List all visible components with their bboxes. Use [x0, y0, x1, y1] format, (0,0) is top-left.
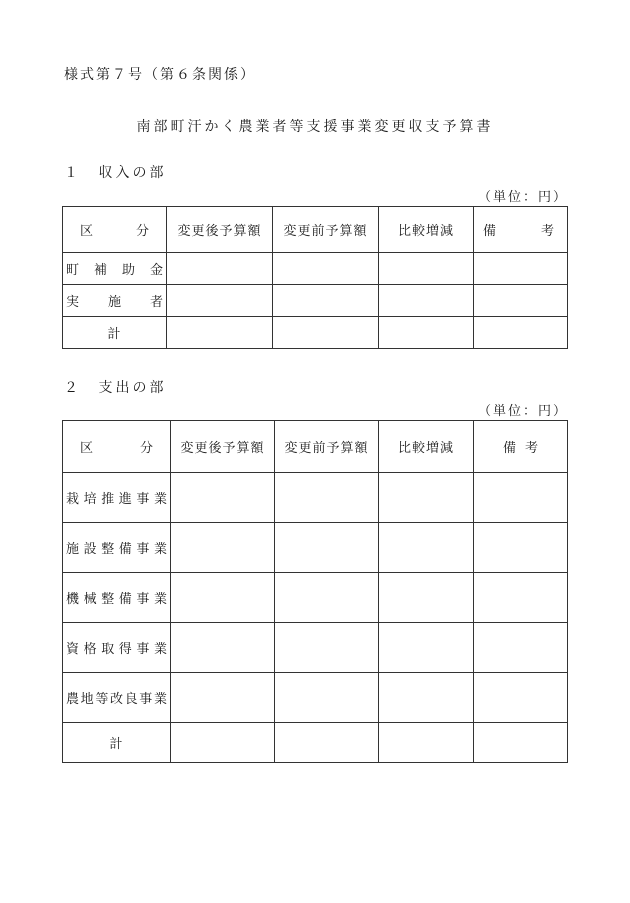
expense-row-label-text-char: 整	[101, 542, 115, 557]
expense-row-label-text-char: 整	[101, 592, 115, 607]
income-cell-diff[interactable]	[379, 285, 474, 317]
expense-section-heading	[64, 377, 166, 397]
expense-row-label-text-char: 機	[66, 592, 80, 607]
income-row-label	[63, 253, 167, 285]
income-cell-after[interactable]	[167, 317, 273, 349]
expense-cell-remarks[interactable]	[474, 623, 568, 673]
income-row-subsidy-label-char: 町	[66, 263, 80, 278]
income-row-total	[63, 317, 568, 349]
income-row-implementer-label-char: 施	[107, 295, 121, 310]
income-row-implementer	[63, 285, 568, 317]
expense-row-label-text	[66, 538, 167, 557]
income-col-before: 変更前予算額	[273, 207, 379, 253]
income-cell-diff[interactable]	[379, 253, 474, 285]
income-col-category	[63, 207, 167, 253]
expense-row-label-text-char: 等	[95, 692, 109, 707]
expense-cell-after[interactable]	[171, 573, 275, 623]
expense-cell-diff[interactable]	[379, 673, 474, 723]
expense-row-label-text-char: 業	[153, 692, 167, 707]
income-cell-remarks[interactable]	[474, 285, 568, 317]
income-row-subsidy-label-char: 助	[121, 263, 135, 278]
income-header-row	[63, 207, 568, 253]
expense-cell-remarks[interactable]	[474, 473, 568, 523]
expense-cell-before[interactable]	[275, 723, 379, 763]
expense-section-number: ２	[64, 380, 78, 396]
expense-cell-before[interactable]	[275, 623, 379, 673]
expense-row-label-text-char: 進	[118, 492, 132, 507]
expense-col-remarks-label-char: 考	[524, 441, 538, 456]
income-table	[62, 206, 568, 349]
expense-row-machinery	[63, 573, 568, 623]
expense-row-label-text-char: 設	[83, 542, 97, 557]
expense-row-label-text-char: 得	[118, 642, 132, 657]
expense-unit-label: （単位：円）	[477, 404, 568, 419]
income-section-number: １	[64, 165, 78, 181]
expense-cell-remarks[interactable]	[474, 573, 568, 623]
expense-cell-diff[interactable]	[379, 723, 474, 763]
expense-col-category-label	[66, 437, 167, 456]
expense-col-remarks-label-char: 備	[503, 441, 517, 456]
income-cell-before[interactable]	[273, 285, 379, 317]
expense-row-label-text-char: 業	[153, 542, 167, 557]
expense-col-after: 変更後予算額	[171, 421, 275, 473]
expense-row-label-text-char: 格	[83, 642, 97, 657]
income-col-remarks-label	[477, 220, 564, 239]
expense-row-label-text-char: 地	[80, 692, 94, 707]
expense-row-label-text-char: 推	[101, 492, 115, 507]
expense-row-label-text-char: 械	[83, 592, 97, 607]
expense-cell-after[interactable]	[171, 723, 275, 763]
expense-col-remarks	[474, 421, 568, 473]
expense-row-label-text-char: 栽	[66, 492, 80, 507]
expense-cell-before[interactable]	[275, 473, 379, 523]
expense-row-label-text-char: 事	[136, 642, 150, 657]
income-cell-after[interactable]	[167, 285, 273, 317]
expense-row-cultivation	[63, 473, 568, 523]
expense-cell-after[interactable]	[171, 673, 275, 723]
expense-row-land-improvement	[63, 673, 568, 723]
expense-row-label	[63, 673, 171, 723]
expense-cell-remarks[interactable]	[474, 523, 568, 573]
expense-col-before: 変更前予算額	[275, 421, 379, 473]
expense-cell-before[interactable]	[275, 573, 379, 623]
expense-row-total	[63, 723, 568, 763]
expense-row-label-text-char: 備	[118, 592, 132, 607]
expense-row-label-text	[66, 588, 167, 607]
expense-cell-diff[interactable]	[379, 473, 474, 523]
expense-row-label-text-char: 事	[136, 592, 150, 607]
expense-row-label-text-char: 事	[136, 542, 150, 557]
expense-row-label-text-char: 良	[124, 692, 138, 707]
expense-cell-diff[interactable]	[379, 623, 474, 673]
expense-row-label-text-char: 業	[153, 492, 167, 507]
income-row-subsidy-label-char: 補	[93, 263, 107, 278]
expense-row-facility	[63, 523, 568, 573]
expense-col-category	[63, 421, 171, 473]
expense-cell-diff[interactable]	[379, 523, 474, 573]
income-col-category-label-char: 分	[135, 224, 149, 239]
income-col-category-label-char: 区	[80, 224, 94, 239]
income-cell-remarks[interactable]	[474, 253, 568, 285]
expense-cell-after[interactable]	[171, 623, 275, 673]
income-row-implementer-label	[66, 291, 163, 310]
expense-table	[62, 420, 568, 763]
income-col-category-label	[66, 220, 163, 239]
expense-col-remarks-label	[477, 437, 564, 456]
expense-header-row	[63, 421, 568, 473]
income-col-after: 変更後予算額	[167, 207, 273, 253]
expense-row-label-text	[66, 488, 167, 507]
expense-row-label-text-char: 備	[118, 542, 132, 557]
expense-row-label	[63, 473, 171, 523]
expense-row-label	[63, 573, 171, 623]
expense-row-label	[63, 523, 171, 573]
expense-col-category-label-char: 区	[80, 441, 94, 456]
income-col-diff: 比較増減	[379, 207, 474, 253]
expense-row-qualification	[63, 623, 568, 673]
expense-cell-after[interactable]	[171, 473, 275, 523]
expense-cell-diff[interactable]	[379, 573, 474, 623]
income-row-implementer-label-char: 者	[149, 295, 163, 310]
income-col-remarks-label-char: 備	[483, 224, 497, 239]
income-section-heading	[64, 162, 166, 182]
income-cell-before[interactable]	[273, 253, 379, 285]
expense-row-label-text	[66, 688, 167, 707]
document-title: 南部町汗かく農業者等支援事業変更収支予算書	[136, 119, 494, 135]
expense-row-label-text-char: 施	[66, 542, 80, 557]
expense-row-label-text-char: 取	[101, 642, 115, 657]
income-cell-remarks[interactable]	[474, 317, 568, 349]
income-row-label	[63, 285, 167, 317]
income-section-label: 収入の部	[98, 165, 167, 181]
expense-cell-before[interactable]	[275, 523, 379, 573]
income-cell-after[interactable]	[167, 253, 273, 285]
expense-row-label	[63, 623, 171, 673]
income-col-remarks-label-char: 考	[540, 224, 554, 239]
income-cell-before[interactable]	[273, 317, 379, 349]
expense-row-label-text-char: 改	[109, 692, 123, 707]
expense-row-label-text-char: 業	[153, 592, 167, 607]
expense-row-label-text	[66, 638, 167, 657]
income-row-subsidy-label	[66, 259, 163, 278]
expense-cell-remarks[interactable]	[474, 723, 568, 763]
expense-row-label-text-char: 業	[153, 642, 167, 657]
income-row-subsidy	[63, 253, 568, 285]
expense-col-category-label-char: 分	[139, 441, 153, 456]
income-row-subsidy-label-char: 金	[149, 263, 163, 278]
expense-row-label-text-char: 農	[66, 692, 80, 707]
expense-cell-remarks[interactable]	[474, 673, 568, 723]
expense-row-label-text-char: 事	[136, 492, 150, 507]
expense-row-label-text-char: 資	[66, 642, 80, 657]
income-row-implementer-label-char: 実	[66, 295, 80, 310]
expense-row-label-text-char: 事	[139, 692, 153, 707]
expense-row-label: 計	[63, 723, 171, 763]
income-cell-diff[interactable]	[379, 317, 474, 349]
expense-col-diff: 比較増減	[379, 421, 474, 473]
income-col-remarks	[474, 207, 568, 253]
expense-row-label-text-char: 培	[83, 492, 97, 507]
expense-section-label: 支出の部	[98, 380, 167, 396]
income-row-label: 計	[63, 317, 167, 349]
income-unit-label: （単位：円）	[477, 190, 568, 205]
expense-cell-after[interactable]	[171, 523, 275, 573]
expense-cell-before[interactable]	[275, 673, 379, 723]
form-number: 様式第７号（第６条関係）	[64, 67, 256, 83]
